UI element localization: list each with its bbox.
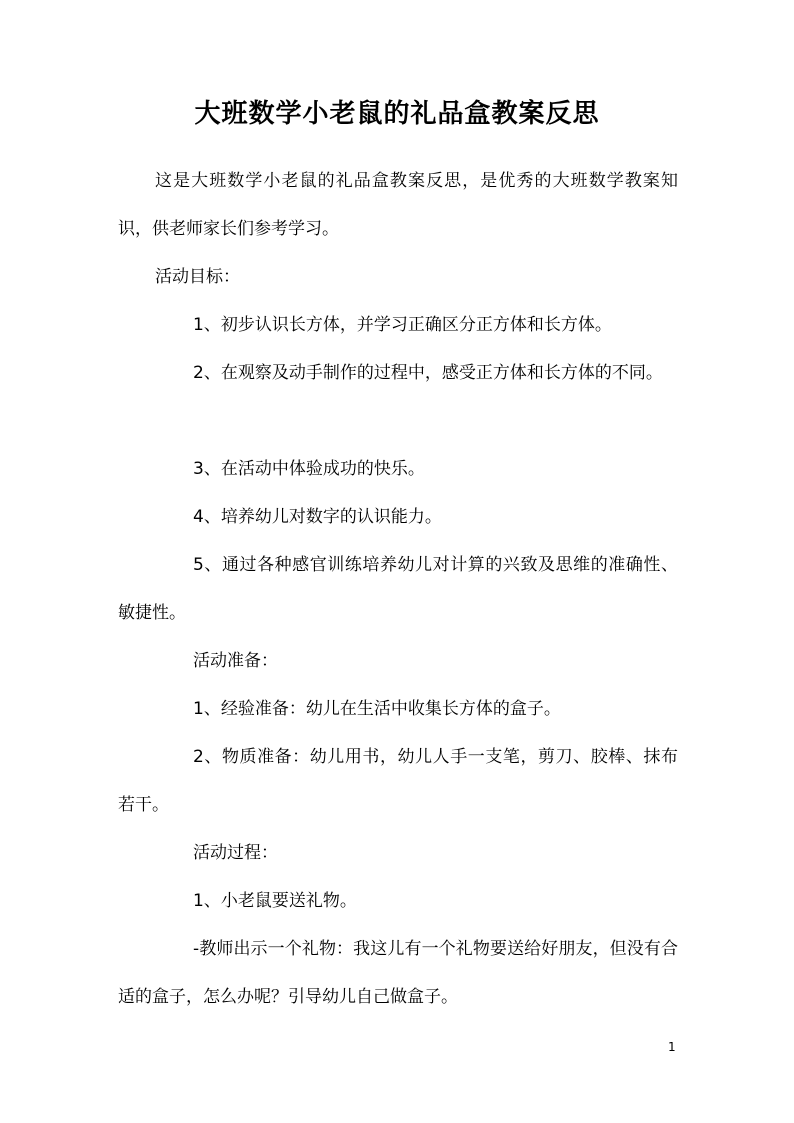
goal-item: 1、初步认识长方体，并学习正确区分正方体和长方体。 [193,315,612,335]
section-heading-preparation: 活动准备： [193,651,278,671]
page-title: 大班数学小老鼠的礼品盒教案反思 [194,99,600,129]
process-detail: -教师出示一个礼物：我这儿有一个礼物要送给好朋友，但没有合适的盒子，怎么办呢？引导幼儿自己做盒子。 [118,939,678,1007]
section-heading-process: 活动过程： [193,843,278,863]
goal-item: 2、在观察及动手制作的过程中，感受正方体和长方体的不同。 [193,363,663,383]
goal-item: 4、培养幼儿对数字的认识能力。 [193,507,442,527]
preparation-item: 1、经验准备：幼儿在生活中收集长方体的盒子。 [193,699,561,719]
section-heading-goals: 活动目标： [155,267,240,287]
process-step: 1、小老鼠要送礼物。 [193,891,357,911]
goal-item: 5、通过各种感官训练培养幼儿对计算的兴致及思维的准确性、敏捷性。 [118,555,678,623]
preparation-item: 2、物质准备：幼儿用书，幼儿人手一支笔，剪刀、胶棒、抹布若干。 [118,747,678,815]
goal-item: 3、在活动中体验成功的快乐。 [193,459,425,479]
page-number: 1 [668,1040,676,1054]
intro-paragraph: 这是大班数学小老鼠的礼品盒教案反思，是优秀的大班数学教案知识，供老师家长们参考学习。 [118,171,678,239]
